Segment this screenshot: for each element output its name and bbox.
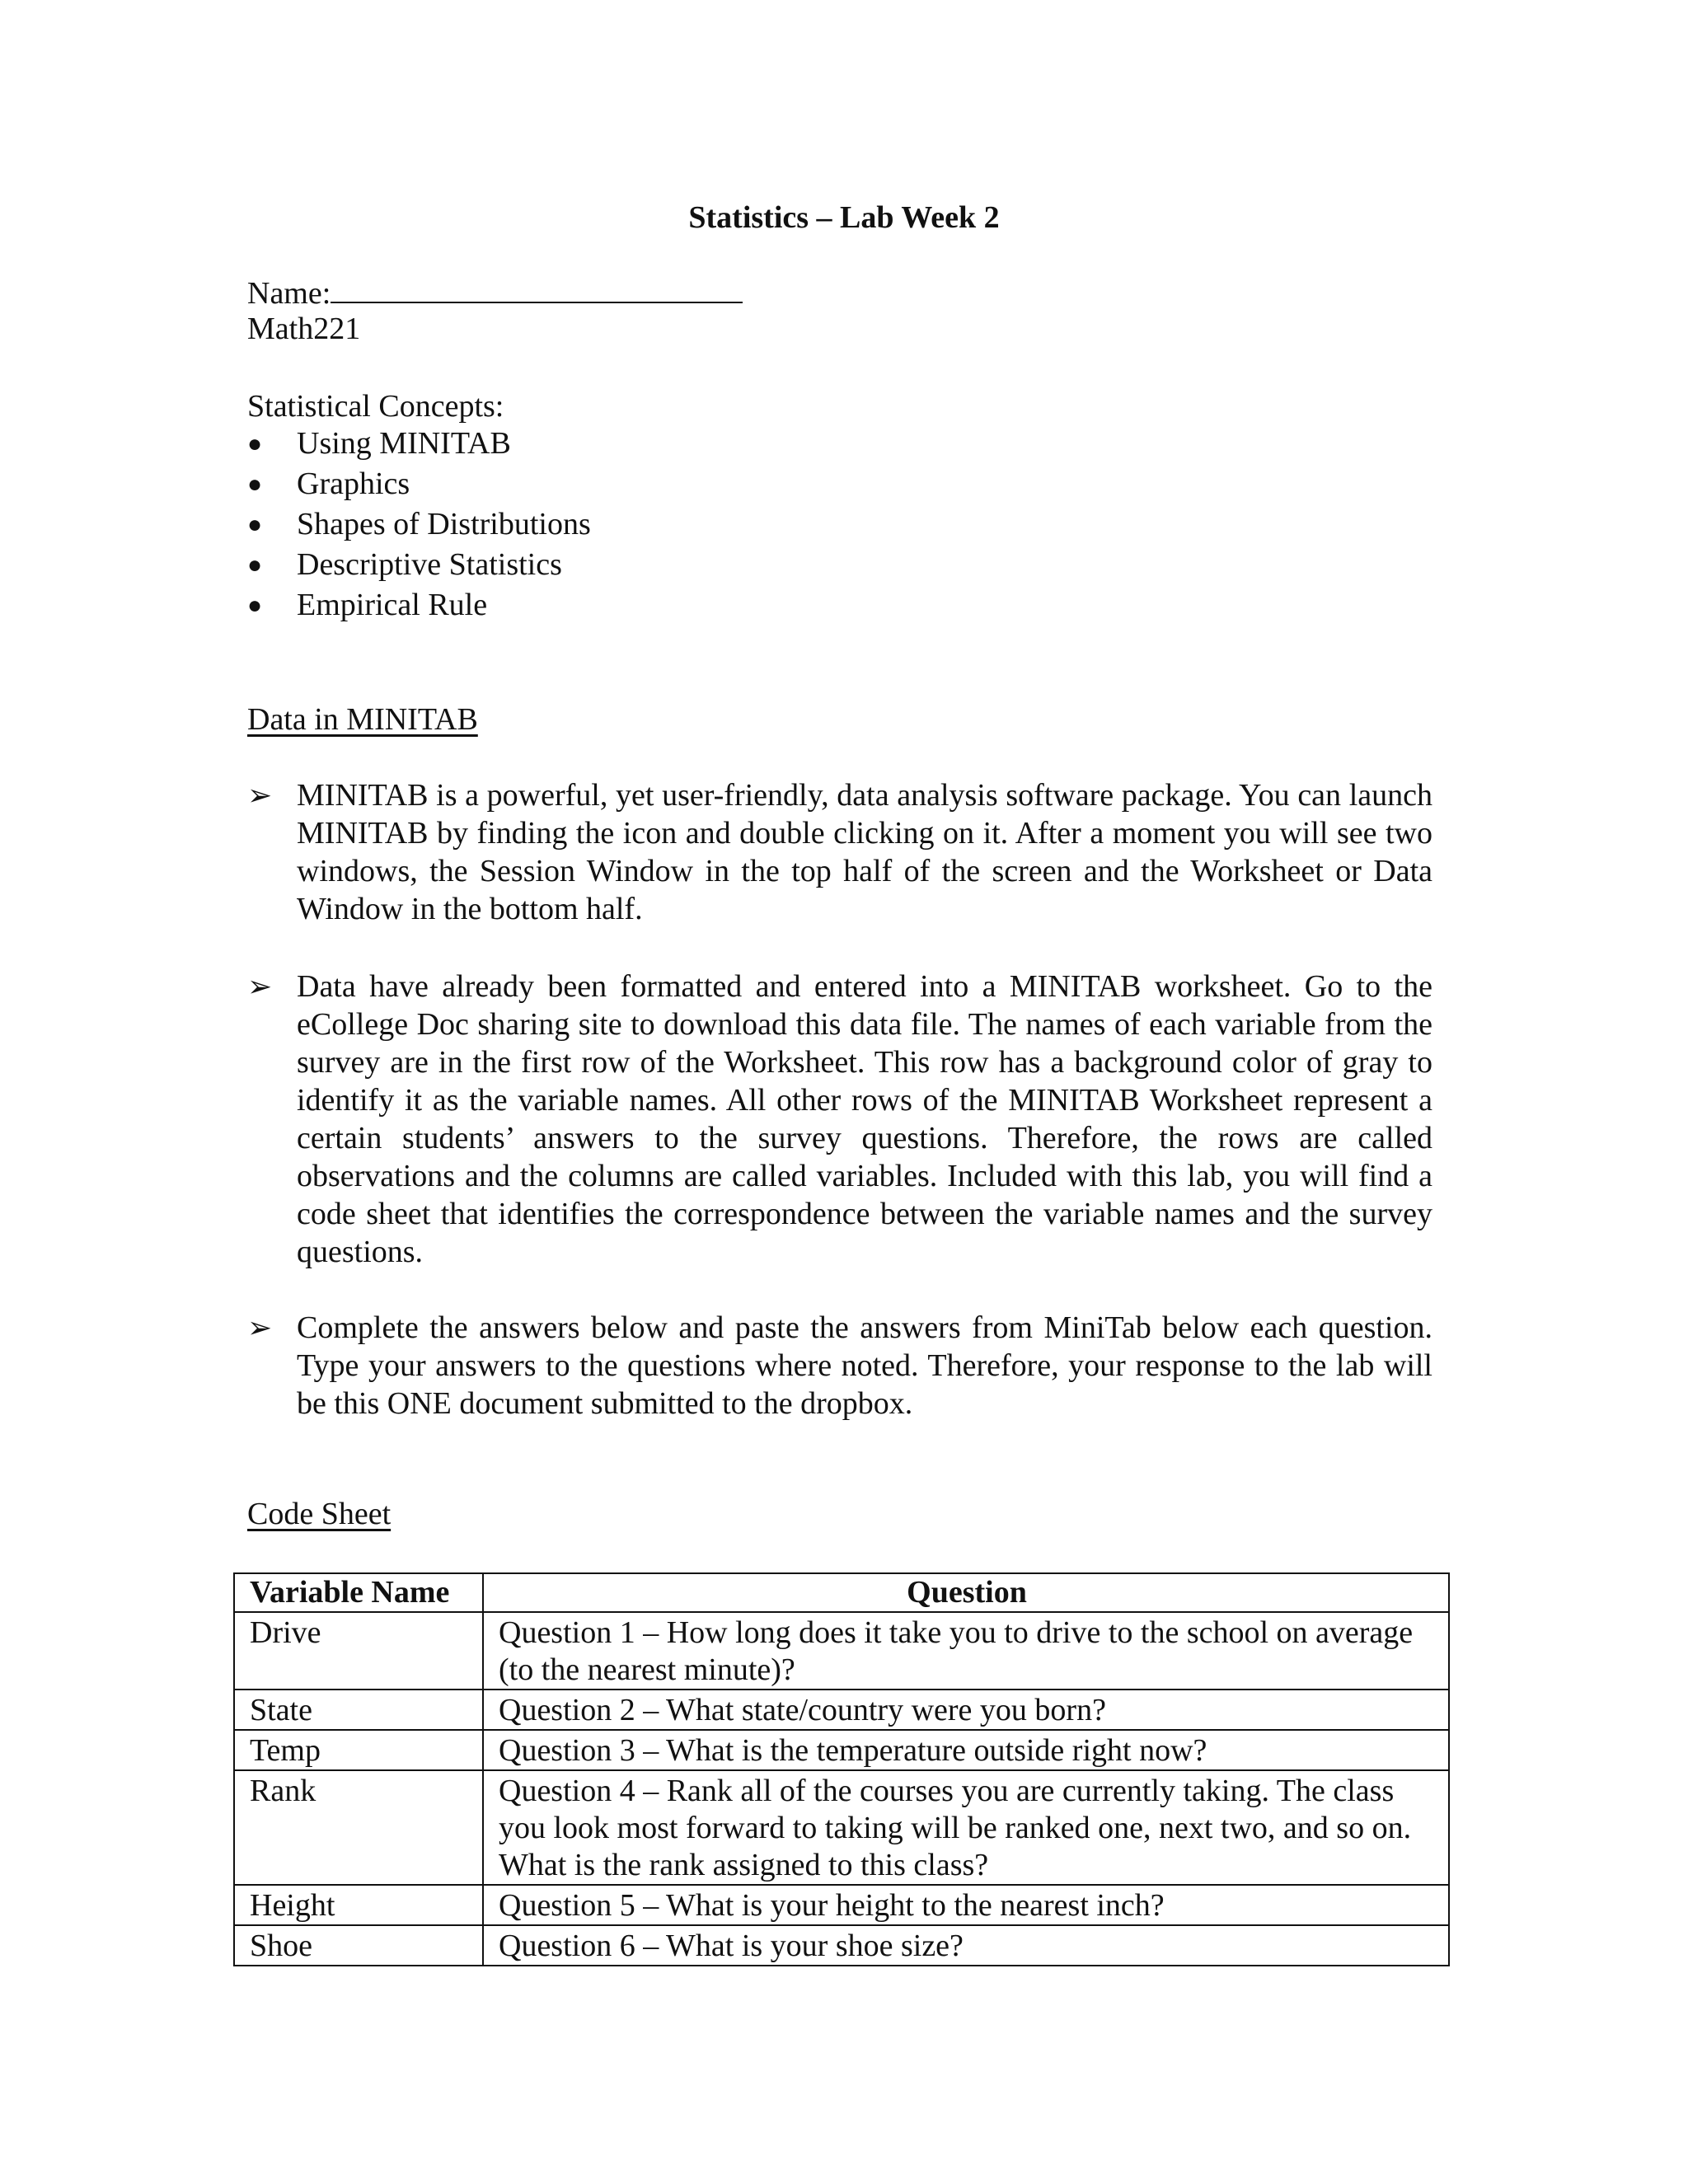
table-row [234,1770,1449,1885]
question-cell: Question 4 – Rank all of the courses you are currently taking. The class you look most forward to taking will be ranked one, next two, and so on. What is the rank assigned to this class? [483,1770,1449,1885]
variable-cell: Drive [234,1612,483,1690]
variable-cell: Height [234,1885,483,1925]
table-row [234,1612,1449,1690]
question-cell: Question 2 – What state/country were you born? [483,1690,1449,1730]
data-section-heading: Data in MINITAB [247,702,478,737]
list-item: ● Descriptive Statistics [247,545,591,585]
arrow-bullet-icon: ➢ [247,1311,273,1344]
page-title: Statistics – Lab Week 2 [688,200,1000,235]
code-sheet-heading: Code Sheet [247,1497,392,1531]
bullet-icon: ● [247,430,263,457]
bullet-icon: ● [247,551,263,579]
table-row [234,1690,1449,1730]
table-row [234,1730,1449,1770]
table-header-row [234,1573,1449,1612]
bullet-icon: ● [247,592,263,619]
table-row [234,1925,1449,1966]
arrow-bullet-icon: ➢ [247,970,273,1003]
question-cell: Question 3 – What is the temperature outside right now? [483,1730,1449,1770]
data-paragraph-3: ➢ Complete the answers below and paste the answers from MiniTab below each question. Type your answers to the questions where noted. Therefore, your response to the lab will be this ONE document submitted to the dropbox. [247,1310,1432,1421]
list-item: ● Graphics [247,464,591,504]
list-item: ● Shapes of Distributions [247,504,591,545]
data-paragraph-1: ➢ MINITAB is a powerful, yet user-friendly, data analysis software package. You can launch MINITAB by finding the icon and double clicking on it. After a moment you will see two windows, the Session Window in the top half of the screen and the Worksheet or Data Window in the bottom half. [247,778,1432,926]
data-paragraph-2: ➢ Data have already been formatted and entered into a MINITAB worksheet. Go to the eCollege Doc sharing site to download this data file. The names of each variable from the survey are in the first row of the Worksheet. This row has a background color of gray to identify it as the variable names. All other rows of the MINITAB Worksheet represent a certain students’ answers to the survey questions. Therefore, the rows are called observations and the columns are called variables. Included with this lab, you will find a code sheet that identifies the correspondence between the variable names and the survey questions. [247,969,1432,1269]
variable-cell: Shoe [234,1925,483,1966]
table-row [234,1885,1449,1925]
concepts-list [247,424,591,626]
variable-cell: State [234,1690,483,1730]
question-cell: Question 6 – What is your shoe size? [483,1925,1449,1966]
bullet-icon: ● [247,511,263,538]
name-label: Name: [247,276,331,311]
column-header-question: Question [483,1573,1449,1612]
code-sheet-table [233,1572,1450,1966]
column-header-variable: Variable Name [234,1573,483,1612]
name-blank [331,274,743,303]
question-cell: Question 5 – What is your height to the nearest inch? [483,1885,1449,1925]
concepts-heading: Statistical Concepts: [247,389,504,424]
variable-cell: Rank [234,1770,483,1885]
arrow-bullet-icon: ➢ [247,779,273,812]
question-cell: Question 1 – How long does it take you to drive to the school on average (to the nearest minute)? [483,1612,1449,1690]
list-item: ● Empirical Rule [247,585,591,626]
list-item: ● Using MINITAB [247,424,591,464]
bullet-icon: ● [247,471,263,498]
name-line [247,274,743,312]
variable-cell: Temp [234,1730,483,1770]
course-label: Math221 [247,312,361,346]
